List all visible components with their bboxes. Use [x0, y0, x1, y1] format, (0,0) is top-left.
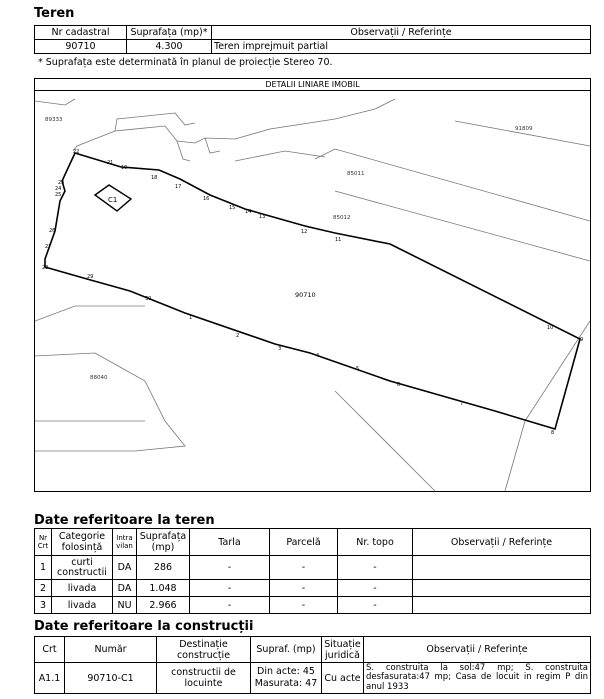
teren-table	[34, 25, 591, 54]
point-label: 29	[87, 274, 94, 280]
header-observatii: Observații / Referințe	[364, 637, 591, 663]
cell: livada	[52, 597, 113, 614]
cell: 2	[35, 580, 52, 597]
teren-observatii: Teren imprejmuit partial	[212, 40, 591, 54]
point-label: 14	[245, 209, 252, 215]
cell	[413, 556, 591, 580]
point-label: 5	[356, 366, 360, 372]
header-supraf: Supraf. (mp)	[251, 637, 322, 663]
header-parcela: Parcelă	[270, 529, 338, 556]
header-nr-crt: Nr Crt	[35, 529, 52, 556]
point-label: 6	[397, 382, 401, 388]
point-label: 21	[107, 160, 114, 166]
cell: 1	[35, 556, 52, 580]
point-label: 17	[175, 184, 182, 190]
teren-footnote: * Suprafața este determinată în planul de proiecție Stereo 70.	[38, 57, 333, 68]
date-teren-table	[34, 528, 591, 614]
cell-observatii: S. construita la sol:47 mp; S. construita desfasurata:47 mp; Casa de locuit in regim P din anul 1933	[364, 663, 591, 694]
point-label: 19	[121, 165, 128, 171]
cell: -	[270, 597, 338, 614]
cell: NU	[113, 597, 137, 614]
teren-header-observatii: Observații / Referințe	[212, 26, 591, 40]
parcel-label-main: 90710	[295, 291, 316, 299]
cell: -	[338, 556, 413, 580]
parcel-label: 85012	[333, 215, 351, 221]
header-crt: Crt	[35, 637, 65, 663]
header-categorie: Categorie folosință	[52, 529, 113, 556]
teren-nr-cadastral: 90710	[35, 40, 127, 54]
cell: DA	[113, 580, 137, 597]
point-label: 2	[236, 333, 240, 339]
point-label: 3	[278, 346, 282, 352]
map-panel	[34, 78, 591, 492]
point-label: 27	[45, 244, 52, 250]
cell: -	[338, 597, 413, 614]
header-destinatie: Destinație construcție	[157, 637, 251, 663]
point-label: 26	[49, 228, 56, 234]
supraf-acte: Din acte: 45	[257, 666, 315, 677]
point-label: 28	[42, 265, 49, 271]
date-constructii-title: Date referitoare la construcții	[34, 619, 254, 634]
point-label: 18	[151, 175, 158, 181]
point-label: 12	[301, 229, 308, 235]
header-situatie: Situație juridică	[322, 637, 364, 663]
cell: 286	[137, 556, 190, 580]
point-label: 4	[316, 353, 320, 359]
parcel-label: 89333	[45, 117, 63, 123]
header-suprafata: Suprafața (mp)	[137, 529, 190, 556]
table-row	[35, 556, 591, 580]
date-teren-title: Date referitoare la teren	[34, 513, 215, 528]
point-label: 22	[73, 149, 80, 155]
table-row	[35, 663, 591, 694]
cell-situatie: Cu acte	[322, 663, 364, 694]
cell: -	[190, 580, 270, 597]
header-tarla: Tarla	[190, 529, 270, 556]
cell: DA	[113, 556, 137, 580]
point-label: 7	[460, 401, 464, 407]
supraf-masurata: Masurata: 47	[254, 678, 318, 689]
cell: -	[190, 556, 270, 580]
parcel-label: 91809	[515, 126, 533, 132]
cell: -	[270, 580, 338, 597]
parcel-label: 85011	[347, 171, 365, 177]
cell: 2.966	[137, 597, 190, 614]
header-numar: Număr	[65, 637, 157, 663]
cell: 1.048	[137, 580, 190, 597]
building-c1-label: C1	[108, 196, 118, 204]
cell	[413, 580, 591, 597]
point-label: 23	[58, 180, 65, 186]
teren-header-suprafata: Suprafața (mp)*	[127, 26, 212, 40]
header-nr-topo: Nr. topo	[338, 529, 413, 556]
parcel-plan	[35, 91, 590, 491]
teren-suprafata: 4.300	[127, 40, 212, 54]
cell: curti constructii	[52, 556, 113, 580]
cell-crt: A1.1	[35, 663, 65, 694]
point-label: 25	[55, 192, 62, 198]
cell: livada	[52, 580, 113, 597]
cell	[413, 597, 591, 614]
cell-destinatie: constructii de locuinte	[157, 663, 251, 694]
point-label: 9	[580, 337, 584, 343]
cell: -	[190, 597, 270, 614]
point-label: 11	[335, 237, 342, 243]
table-row	[35, 597, 591, 614]
parcel-label: 88040	[90, 375, 108, 381]
teren-title: Teren	[34, 6, 75, 21]
header-observatii: Observații / Referințe	[413, 529, 591, 556]
point-label: 30	[145, 296, 152, 302]
point-label: 10	[547, 325, 554, 331]
point-label: 13	[259, 214, 266, 220]
point-label: 1	[189, 315, 193, 321]
header-intravilan: Intra vilan	[113, 529, 137, 556]
date-constructii-table	[34, 636, 591, 694]
cell-numar: 90710-C1	[65, 663, 157, 694]
cell: -	[338, 580, 413, 597]
cell: 3	[35, 597, 52, 614]
cell-supraf	[251, 663, 322, 694]
point-label: 24	[55, 186, 62, 192]
teren-header-nr-cadastral: Nr cadastral	[35, 26, 127, 40]
cell: -	[270, 556, 338, 580]
point-label: 15	[229, 205, 236, 211]
point-label: 16	[203, 196, 210, 202]
map-title: DETALII LINIARE IMOBIL	[35, 79, 590, 91]
table-row	[35, 580, 591, 597]
point-label: 8	[551, 430, 555, 436]
